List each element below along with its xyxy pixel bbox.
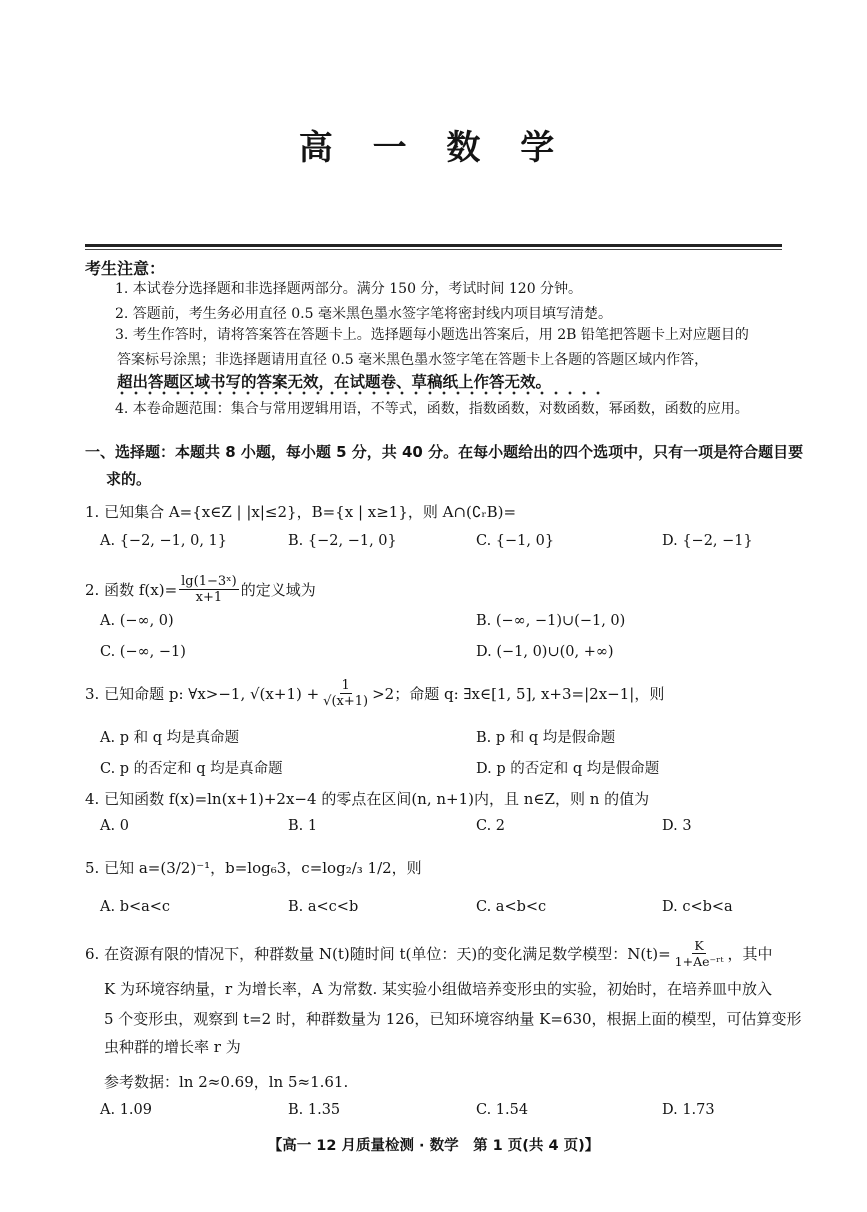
- q2-stem-post: 的定义域为: [240, 581, 316, 599]
- q2-frac-numerator: lg(1−3ˣ): [181, 574, 237, 589]
- q6-fraction: [673, 938, 726, 969]
- q2-option-b: B. (−∞, −1)∪(−1, 0): [476, 613, 626, 629]
- notice-emphasis: 超出答题区域书写的答案无效，在试题卷、草稿纸上作答无效。: [117, 373, 552, 391]
- q2-fraction: [179, 574, 239, 605]
- q1-option-a: A. {−2, −1, 0, 1}: [100, 533, 227, 549]
- notice-item-3-cont: 答案标号涂黑；非选择题请用直径 0.5 毫米黑色墨水签字笔在答题卡上各题的答题区域内作答，: [117, 352, 709, 368]
- q3-frac-denominator: √(x+1): [323, 694, 369, 709]
- q2-option-c: C. (−∞, −1): [100, 644, 186, 660]
- q6-option-c: C. 1.54: [476, 1102, 529, 1118]
- q1-option-c: C. {−1, 0}: [476, 533, 555, 549]
- q3-frac-numerator: 1: [341, 678, 350, 693]
- header-rule-thick: [85, 244, 782, 247]
- emphasis-dots: [115, 391, 610, 395]
- q6-option-b: B. 1.35: [288, 1102, 341, 1118]
- q4-option-a: A. 0: [100, 818, 129, 834]
- q4-option-b: B. 1: [288, 818, 318, 834]
- q2-option-a: A. (−∞, 0): [100, 613, 174, 629]
- q3-option-c: C. p 的否定和 q 均是真命题: [100, 761, 283, 777]
- q6-line-4: 虫种群的增长率 r 为: [104, 1038, 241, 1056]
- question-4-stem: 4. 已知函数 f(x)=ln(x+1)+2x−4 的零点在区间(n, n+1)内，且 n∈Z，则 n 的值为: [85, 790, 650, 808]
- q6-line-2: K 为环境容纳量，r 为增长率，A 为常数. 某实验小组做培养变形虫的实验，初始时，在培养皿中放入: [104, 980, 773, 998]
- q2-frac-denominator: x+1: [195, 590, 223, 605]
- q5-option-c: C. a<b<c: [476, 899, 547, 915]
- q6-frac-denominator: 1+Ae⁻ʳᵗ: [674, 954, 724, 969]
- q5-option-d: D. c<b<a: [662, 899, 733, 915]
- q3-option-d: D. p 的否定和 q 均是假命题: [476, 761, 660, 777]
- q2-option-d: D. (−1, 0)∪(0, +∞): [476, 644, 614, 660]
- q6-option-a: A. 1.09: [100, 1102, 152, 1118]
- q5-option-a: A. b<a<c: [100, 899, 171, 915]
- notice-item-1: 1. 本试卷分选择题和非选择题两部分。满分 150 分，考试时间 120 分钟。: [115, 281, 583, 297]
- q6-line1-post: ，其中: [727, 945, 773, 963]
- notice-item-2: 2. 答题前，考生务必用直径 0.5 毫米黑色墨水签字笔将密封线内项目填写清楚。: [115, 306, 612, 322]
- notice-item-3: 3. 考生作答时，请将答案答在答题卡上。选择题每小题选出答案后，用 2B 铅笔把答题卡上对应题目的: [115, 327, 749, 343]
- page-footer: 【高一 12 月质量检测 · 数学 第 1 页(共 4 页)】: [267, 1138, 600, 1154]
- header-rule-thin: [85, 249, 782, 250]
- q3-stem-post: >2；命题 q: ∃x∈[1, 5], x+3=|2x−1|，则: [372, 685, 665, 703]
- section-heading: 一、选择题：本题共 8 小题，每小题 5 分，共 40 分。在每小题给出的四个选项中，只有一项是符合题目要: [85, 443, 804, 461]
- q6-frac-numerator: K: [694, 938, 704, 953]
- question-3-stem: [85, 678, 664, 709]
- question-5-stem: 5. 已知 a=(3/2)⁻¹，b=log₆3，c=log₂/₃ 1/2，则: [85, 859, 422, 877]
- q6-option-d: D. 1.73: [662, 1102, 715, 1118]
- q3-fraction: [321, 678, 370, 709]
- q6-reference-data: 参考数据：ln 2≈0.69，ln 5≈1.61.: [104, 1073, 349, 1091]
- q2-stem-pre: 2. 函数 f(x)=: [85, 581, 178, 599]
- question-1-stem: 1. 已知集合 A={x∈Z | |x|≤2}，B={x | x≥1}，则 A∩(∁ᵣB)=: [85, 503, 517, 521]
- q3-option-a: A. p 和 q 均是真命题: [100, 730, 240, 746]
- q1-option-d: D. {−2, −1}: [662, 533, 753, 549]
- notice-item-4: 4. 本卷命题范围：集合与常用逻辑用语，不等式，函数，指数函数，对数函数，幂函数，函数的应用。: [115, 401, 749, 417]
- page-title: 高 一 数 学: [298, 128, 569, 168]
- notice-heading: 考生注意：: [85, 259, 166, 278]
- section-heading-cont: 求的。: [106, 470, 152, 488]
- question-6-stem: [85, 938, 773, 969]
- q4-option-c: C. 2: [476, 818, 506, 834]
- q3-option-b: B. p 和 q 均是假命题: [476, 730, 616, 746]
- q6-line-3: 5 个变形虫，观察到 t=2 时，种群数量为 126，已知环境容纳量 K=630，根据上面的模型，可估算变形: [104, 1010, 802, 1028]
- q6-line1-pre: 6. 在资源有限的情况下，种群数量 N(t)随时间 t(单位：天)的变化满足数学模型：N(t)=: [85, 945, 671, 963]
- q4-option-d: D. 3: [662, 818, 692, 834]
- q1-option-b: B. {−2, −1, 0}: [288, 533, 397, 549]
- question-2-stem: [85, 574, 316, 605]
- q3-stem-pre: 3. 已知命题 p: ∀x>−1, √(x+1) +: [85, 685, 320, 703]
- q5-option-b: B. a<c<b: [288, 899, 359, 915]
